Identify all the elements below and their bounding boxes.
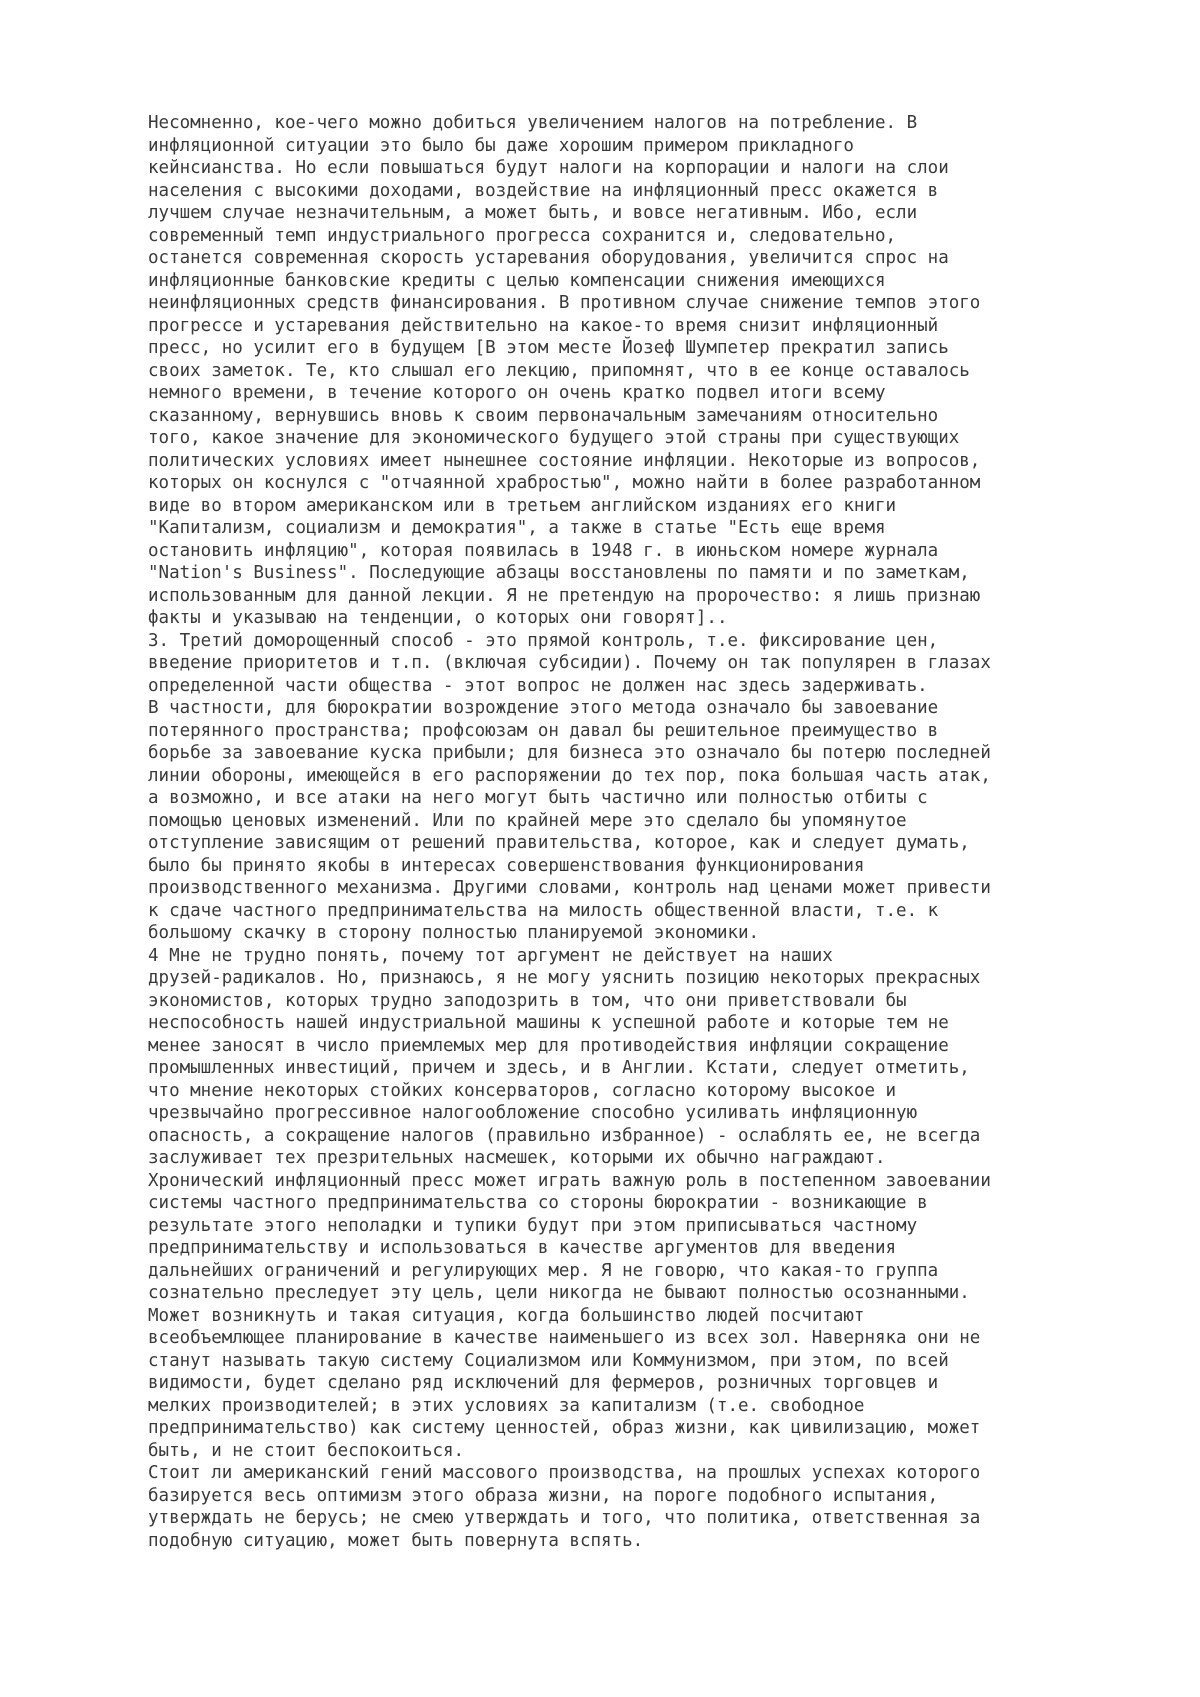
text-line: Стоит ли американский гений массового производства, на прошлых успехах которого	[148, 1463, 981, 1483]
text-line: "Капитализм, социализм и демократия", а также в статье "Есть еще время	[148, 518, 886, 538]
text-line: своих заметок. Те, кто слышал его лекцию, припомнят, что в ее конце оставалось	[148, 360, 970, 381]
text-line: экономистов, которых трудно заподозрить в том, что они приветствовали бы	[148, 990, 907, 1011]
text-line: большому скачку в сторону полностью планируемой экономики.	[148, 923, 760, 943]
text-line: неинфляционных средств финансирования. В противном случае снижение темпов этого	[148, 293, 981, 313]
text-line: сознательно преследует эту цель, цели никогда не бывают полностью осознанными.	[148, 1283, 970, 1303]
text-line: а возможно, и все атаки на него могут быть частично или полностью отбиты с	[148, 788, 928, 808]
text-line: утверждать не берусь; не смею утверждать и того, что политика, ответственная за	[148, 1508, 981, 1528]
text-line: Несомненно, кое-чего можно добиться увеличением налогов на потребление. В	[148, 113, 918, 133]
text-line: Хронический инфляционный пресс может играть важную роль в постепенном завоевании	[148, 1170, 991, 1191]
text-line: Может возникнуть и такая ситуация, когда большинство людей посчитают	[148, 1305, 865, 1326]
text-line: введение приоритетов и т.п. (включая субсидии). Почему он так популярен в глазах	[148, 653, 991, 673]
text-line: заслуживает тех презрительных насмешек, которыми их обычно награждают.	[148, 1148, 886, 1168]
text-line: факты и указываю на тенденции, о которых они говорят]..	[148, 608, 728, 628]
text-line: было бы принято якобы в интересах совершенствования функционирования	[148, 855, 865, 876]
text-line: которых он коснулся с "отчаянной храбростью", можно найти в более разработанном	[148, 473, 981, 493]
text-line: того, какое значение для экономического будущего этой страны при существующих	[148, 428, 960, 448]
text-line: базируется весь оптимизм этого образа жизни, на пороге подобного испытания,	[148, 1485, 939, 1506]
text-line: кейнсианства. Но если повышаться будут налоги на корпорации и налоги на слои	[148, 158, 949, 178]
text-line: использованным для данной лекции. Я не претендую на пророчество: я лишь признаю	[148, 585, 981, 606]
text-line: населения с высокими доходами, воздействие на инфляционный пресс окажется в	[148, 180, 939, 201]
text-line: системы частного предпринимательства со стороны бюрократии - возникающие в	[148, 1193, 928, 1213]
text-line: станут называть такую систему Социализмом или Коммунизмом, при этом, по всей	[148, 1350, 949, 1371]
text-line: мелких производителей; в этих условиях за капитализм (т.е. свободное	[148, 1395, 865, 1416]
text-line: "Nation's Business". Последующие абзацы восстановлены по памяти и по заметкам,	[148, 563, 970, 583]
text-line: опасность, а сокращение налогов (правильно избранное) - ослаблять ее, не всегда	[148, 1125, 981, 1146]
text-line: всеобъемлющее планирование в качестве наименьшего из всех зол. Наверняка они не	[148, 1328, 981, 1348]
text-line: современный темп индустриального прогресса сохранится и, следовательно,	[148, 225, 897, 246]
text-line: линии обороны, имеющейся в его распоряжении до тех пор, пока большая часть атак,	[148, 765, 991, 786]
text-line: инфляционной ситуации это было бы даже хорошим примером прикладного	[148, 135, 854, 156]
text-line: предпринимательство) как систему ценностей, образ жизни, как цивилизацию, может	[148, 1418, 981, 1438]
text-line: останется современная скорость устаревания оборудования, увеличится спрос на	[148, 248, 949, 268]
text-line: что мнение некоторых стойких консерваторов, согласно которому высокое и	[148, 1080, 897, 1101]
text-line: дальнейших ограничений и регулирующих мер. Я не говорю, что какая-то группа	[148, 1260, 939, 1281]
text-line: друзей-радикалов. Но, признаюсь, я не могу уяснить позицию некоторых прекрасных	[148, 968, 981, 988]
text-line: определенной части общества - этот вопрос не должен нас здесь задерживать.	[148, 675, 928, 696]
text-line: менее заносят в число приемлемых мер для противодействия инфляции сокращение	[148, 1035, 949, 1056]
text-line: производственного механизма. Другими словами, контроль над ценами может привести	[148, 878, 991, 898]
text-line: отступление зависящим от решений правительства, которое, как и следует думать,	[148, 833, 970, 853]
text-line: видимости, будет сделано ряд исключений для фермеров, розничных торговцев и	[148, 1373, 939, 1393]
text-line: виде во втором американском или в третьем английском изданиях его книги	[148, 495, 897, 516]
text-line: остановить инфляцию", которая появилась в 1948 г. в июньском номере журнала	[148, 540, 939, 561]
text-line: немного времени, в течение которого он очень кратко подвел итоги всему	[148, 383, 886, 403]
text-line: инфляционные банковские кредиты с целью компенсации снижения имеющихся	[148, 270, 886, 291]
text-line: сказанному, вернувшись вновь к своим первоначальным замечаниям относительно	[148, 405, 939, 426]
text-line: неспособность нашей индустриальной машины к успешной работе и которые тем не	[148, 1013, 949, 1033]
text-line: предпринимательству и использоваться в качестве аргументов для введения	[148, 1238, 897, 1258]
text-line: лучшем случае незначительным, а может быть, и вовсе негативным. Ибо, если	[148, 203, 918, 223]
text-line: политических условиях имеет нынешнее состояние инфляции. Некоторые из вопросов,	[148, 450, 981, 471]
text-line: результате этого неполадки и тупики будут при этом приписываться частному	[148, 1215, 918, 1236]
text-line: быть, и не стоит беспокоиться.	[148, 1440, 465, 1461]
document-page	[148, 112, 1148, 1552]
text-line: 4 Мне не трудно понять, почему тот аргумент не действует на наших	[148, 945, 833, 966]
text-line: чрезвычайно прогрессивное налогообложение способно усиливать инфляционную	[148, 1103, 918, 1123]
text-line: помощью ценовых изменений. Или по крайней мере это сделало бы упомянутое	[148, 810, 907, 831]
text-line: к сдаче частного предпринимательства на милость общественной власти, т.е. к	[148, 900, 939, 921]
text-line: 3. Третий доморощенный способ - это прямой контроль, т.е. фиксирование цен,	[148, 630, 939, 651]
text-line: потерянного пространства; профсоюзам он давал бы решительное преимущество в	[148, 720, 939, 741]
text-line: пресс, но усилит его в будущем [В этом месте Йозеф Шумпетер прекратил запись	[148, 338, 949, 358]
text-line: прогрессе и устаревания действительно на какое-то время снизит инфляционный	[148, 315, 939, 336]
text-line: подобную ситуацию, может быть повернута вспять.	[148, 1530, 644, 1551]
text-line: борьбе за завоевание куска прибыли; для бизнеса это означало бы потерю последней	[148, 743, 991, 763]
text-line: В частности, для бюрократии возрождение этого метода означало бы завоевание	[148, 698, 939, 718]
text-line: промышленных инвестиций, причем и здесь, и в Англии. Кстати, следует отметить,	[148, 1058, 970, 1078]
